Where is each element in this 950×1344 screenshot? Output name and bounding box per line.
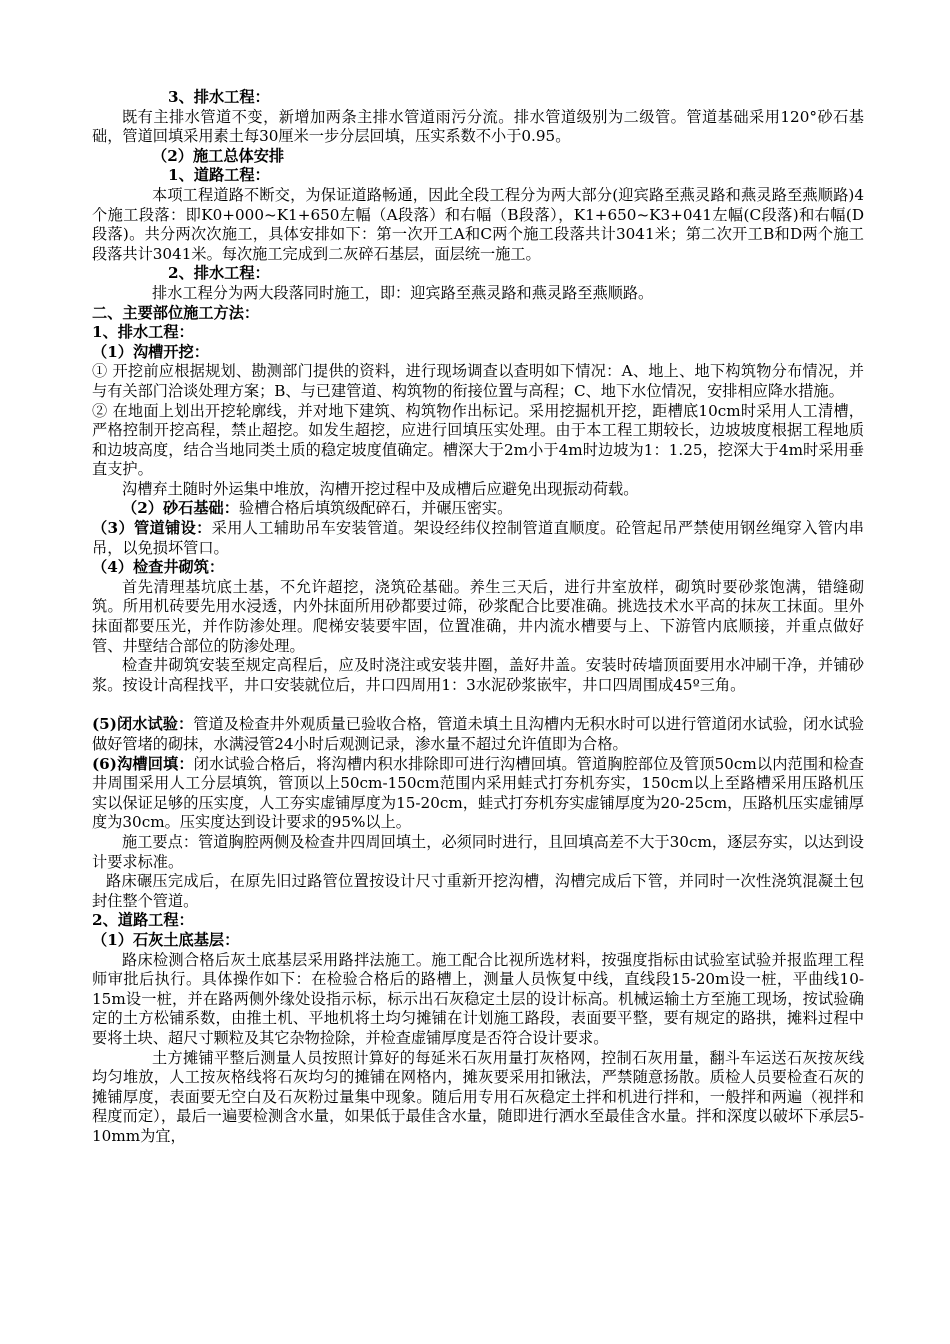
paragraph <box>92 499 864 519</box>
paragraph: 土方摊铺平整后测量人员按照计算好的每延米石灰用量打灰格网，控制石灰用量，翻斗车运送石灰按灰线均匀堆放，人工按灰格线将石灰均匀的摊铺在网格内，摊灰要采用扣锹法，严禁随意扬散。质检人员要检查石灰的摊铺厚度，表面要无空白及石灰粉过量集中现象。随后用专用石灰稳定土拌和机进行拌和，一般拌和两遍（视拌和程度而定），最后一遍要检测含水量，如果低于最佳含水量，随即进行洒水至最佳含水量。拌和深度以破坏下承层5-10mm为宜， <box>92 1048 864 1145</box>
section-heading: 3、排水工程： <box>168 88 270 106</box>
document-body <box>92 88 864 1146</box>
paragraph: 路床检测合格后灰土底基层采用路拌法施工。施工配合比视所选材料，按强度指标由试验室试验并报监理工程师审批后执行。具体操作如下：在检验合格后的路槽上，测量人员恢复中线，直线段15-20m设一桩，平曲线10-15m设一桩，并在路两侧外缘处设指示标，标示出石灰稳定土层的设计标高。机械运输土方至施工现场，按试验确定的土方松铺系数，由推土机、平地机将土均匀摊铺在计划施工路段，表面要平整，要有规定的路拱，摊料过程中要将土块、超尺寸颗粒及其它杂物捡除，并检查虚铺厚度是否符合设计要求。 <box>92 950 864 1047</box>
paragraph-text: 管道及检查井外观质量已验收合格，管道未填土且沟槽内无积水时可以进行管道闭水试验，闭水试验做好管堵的砌抹，水满浸管24小时后观测记录，渗水量不超过允许值即为合格。 <box>92 715 864 753</box>
section-heading: 2、排水工程： <box>168 264 270 283</box>
inline-heading: (5)闭水试验： <box>92 715 194 734</box>
paragraph-text: 采用人工辅助吊车安装管道。架设经纬仪控制管道直顺度。砼管起吊严禁使用钢丝绳穿入管内串吊，以免损坏管口。 <box>92 519 864 557</box>
paragraph <box>92 715 864 754</box>
paragraph: 既有主排水管道不变，新增加两条主排水管道雨污分流。排水管道级别为二级管。管道基础采用120°砂石基础，管道回填采用素土每30厘米一步分层回填，压实系数不小于0.95。 <box>92 107 864 146</box>
paragraph: 排水工程分为两大段落同时施工，即：迎宾路至燕灵路和燕灵路至燕顺路。 <box>152 283 654 302</box>
blank-line <box>92 695 864 715</box>
section-heading: 二、主要部位施工方法： <box>92 303 260 322</box>
section-heading: （4）检查井砌筑： <box>92 558 225 577</box>
paragraph: 施工要点：管道胸腔两侧及检查井四周回填土，必须同时进行，且回填高差不大于30cm，逐层夯实，以达到设计要求标准。 <box>92 832 864 871</box>
section-heading: 2、道路工程： <box>92 911 194 930</box>
section-heading: 1、道路工程： <box>168 166 270 185</box>
paragraph <box>92 755 864 833</box>
paragraph-text: 验槽合格后填筑级配碎石，并碾压密实。 <box>238 499 513 518</box>
section-heading: （2）施工总体安排 <box>152 146 285 165</box>
section-heading: （1）石灰土底基层： <box>92 930 240 949</box>
inline-heading: (6)沟槽回填： <box>92 754 194 773</box>
paragraph: ① 开挖前应根据规划、勘测部门提供的资料，进行现场调查以查明如下情况：A、地上、地下构筑物分布情况，并与有关部门洽谈处理方案；B、与已建管道、构筑物的衔接位置与高程；C、地下水位情况，安排相应降水措施。 <box>92 362 864 400</box>
paragraph: 首先清理基坑底土基，不允许超挖，浇筑砼基础。养生三天后，进行井室放样，砌筑时要砂浆饱满，错缝砌筑。所用机砖要先用水浸透，内外抹面所用砂都要过筛，砂浆配合比要准确。挑选技术水平高的抹灰工抹面。里外抹面都要压光，并作防渗处理。爬梯安装要牢固，位置准确，井内流水槽要与上、下游管内底顺接，并重点做好管、井壁结合部位的防渗处理。 <box>92 577 864 655</box>
paragraph-text: 闭水试验合格后，将沟槽内积水排除即可进行沟槽回填。管道胸腔部位及管顶50cm以内范围和检查井周围采用人工分层填筑，管顶以上50cm-150cm范围内采用蛙式打夯机夯实，150cm以上至路槽采用压路机压实以保证足够的压实度，人工夯实虚铺厚度为15-20cm，蛙式打夯机夯实虚铺厚度为20-25cm，压路机压实虚铺厚度为30cm。压实度达到设计要求的95%以上。 <box>92 754 864 832</box>
section-heading: （1）沟槽开挖： <box>92 342 209 361</box>
paragraph: 检查井砌筑安装至规定高程后，应及时浇注或安装井圈，盖好井盖。安装时砖墙顶面要用水冲刷干净，并铺砂浆。按设计高程找平，井口安装就位后，井口四周用1：3水泥砂浆嵌牢，井口四周围成45º三角。 <box>92 656 864 694</box>
paragraph: 本项工程道路不断交，为保证道路畅通，因此全段工程分为两大部分(迎宾路至燕灵路和燕灵路至燕顺路)4个施工段落：即K0+000~K1+650左幅（A段落）和右幅（B段落），K1+650~K3+041左幅(C段落)和右幅(D段落)。共分两次次施工，具体安排如下：第一次开工A和C两个施工段落共计3041米；第二次开工B和D两个施工段落共计3041米。每次施工完成到二灰碎石基层，面层统一施工。 <box>92 185 864 263</box>
paragraph: 沟槽弃土随时外运集中堆放，沟槽开挖过程中及成槽后应避免出现振动荷载。 <box>122 479 639 498</box>
paragraph: ② 在地面上划出开挖轮廓线，并对地下建筑、构筑物作出标记。采用挖掘机开挖，距槽底10cm时采用人工清槽，严格控制开挖高程，禁止超挖。如发生超挖，应进行回填压实处理。由于本工程工期较长，边坡坡度根据工程地质和边坡高度，结合当地同类土质的稳定坡度值确定。槽深大于2m小于4m时边坡为1：1.25，挖深大于4m时采用垂直支护。 <box>92 401 864 479</box>
section-heading: 1、排水工程： <box>92 323 194 342</box>
paragraph <box>92 519 864 558</box>
inline-heading: （3）管道铺设： <box>92 519 212 538</box>
inline-heading: （2）砂石基础： <box>122 499 239 518</box>
paragraph: 路床碾压完成后，在原先旧过路管位置按设计尺寸重新开挖沟槽，沟槽完成后下管，并同时一次性浇筑混凝土包封住整个管道。 <box>92 872 864 910</box>
